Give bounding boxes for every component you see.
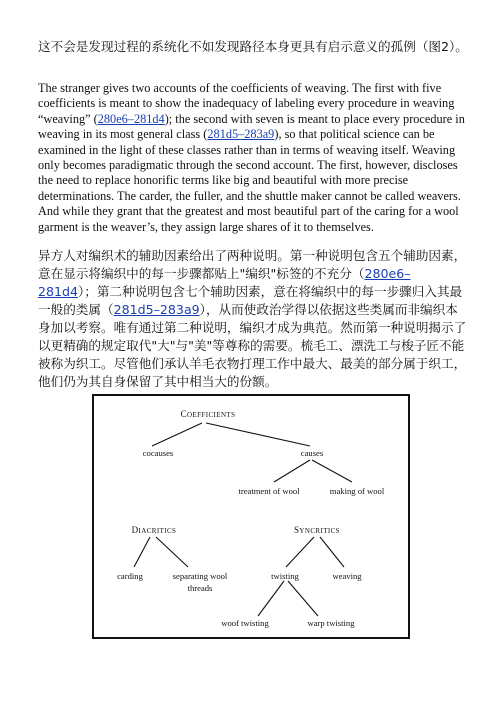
node-treatment-of-wool: treatment of wool	[238, 486, 300, 496]
figure-border	[93, 395, 409, 638]
english-text-part-2: ); the second with seven is meant to place every procedure in weaving in its most general class (	[38, 111, 465, 142]
node-making-of-wool: making of wool	[329, 486, 385, 496]
node-separating-wool-line2: threads	[187, 583, 213, 593]
stephanus-link-2[interactable]: 281d5–283a9	[207, 127, 275, 142]
stephanus-link-3[interactable]: 280e6–281d4	[38, 266, 411, 299]
english-text-part-1: The stranger gives two accounts of the coefficients of weaving. The first with five coefficients is meant to show the inadequacy of labeling every procedure in weaving “weaving” (	[38, 81, 455, 126]
intro-paragraph: 这不会是发现过程的系统化不如发现路径本身更具有启示意义的孤例（图2）。	[38, 39, 468, 54]
node-cocauses: cocauses	[142, 448, 174, 458]
node-carding: carding	[117, 571, 143, 581]
coefficients-tree-figure	[92, 394, 410, 639]
node-warp-twisting: warp twisting	[307, 618, 355, 628]
stephanus-link-4[interactable]: 281d5–283a9	[113, 302, 200, 317]
chinese-paragraph	[38, 247, 468, 391]
node-syncritics: SYNCRITICS	[294, 525, 340, 535]
node-separating-wool-line1: separating wool	[172, 571, 228, 581]
english-paragraph	[38, 81, 468, 235]
node-causes: causes	[300, 448, 324, 458]
english-text-part-3: ), so that political science can be examined in the light of these classes rather than in terms of weaving itself. Weaving only becomes paradigmatic through the second account. The first, however, discloses the need to replace honorific terms like big and beautiful with more precise determinations. The carder, the fuller, and the shuttle maker cannot be called weavers. And while they grant that the greatest and most beautiful part of the caring for a wool garment is the weaver’s, they assign large shares of it to themselves.	[38, 127, 461, 234]
chinese-text-part-1: 异方人对编织术的辅助因素给出了两种说明。第一种说明包含五个辅助因素，意在显示将编织中的每一步骤都贴上"编织"标签的不充分（	[38, 248, 467, 281]
chinese-text-part-3: ），从而使政治学得以依据这些类属而非编织本身加以考察。唯有通过第二种说明，编织才成为典范。然而第一种说明揭示了以更精确的规定取代"大"与"美"等尊称的需要。梳毛工、漂洗工与梭子匠不能被称为织工。尽管他们承认羊毛衣物打理工作中最大、最美的部分属于织工，他们仍为其自身保留了其中相当大的份额。	[38, 302, 467, 389]
node-weaving: weaving	[332, 571, 362, 581]
tree-diagram	[92, 394, 410, 639]
chinese-text-part-2: ）；第二种说明包含七个辅助因素，意在将编织中的每一步骤归入其最一般的类属（	[38, 284, 463, 317]
node-twisting: twisting	[271, 571, 299, 581]
node-diacritics: DIACRITICS	[131, 525, 177, 535]
node-woof-twisting: woof twisting	[221, 618, 269, 628]
node-coefficients: COEFFICIENTS	[180, 409, 236, 419]
stephanus-link-1[interactable]: 280e6–281d4	[97, 111, 165, 126]
